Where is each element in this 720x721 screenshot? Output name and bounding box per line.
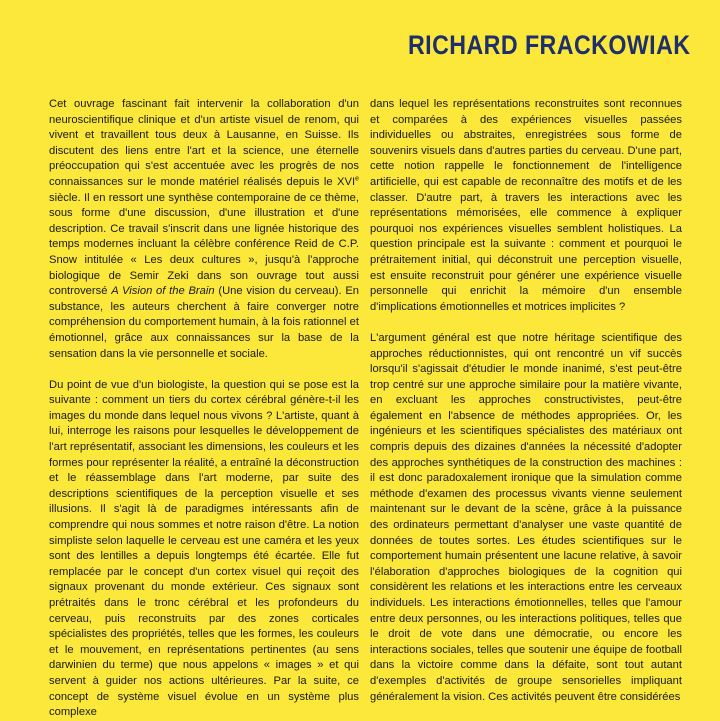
right-column [370,97,682,705]
left-column [49,97,359,721]
text-span: (Une vision du cerveau). En substance, les auteurs cherchent à faire converger notre compréhension du comportement humain, à la fois rationnel et émotionnel, grâce aux connaissances sur la base de la sensation dans la vie personnelle et sociale. [49,285,360,360]
text-span: siècle. Il en ressort une synthèse contemporaine de ce thème, sous forme d'une discussion, d'une illustration et d'une description. Ce travail s'inscrit dans une lignée historique des temps modernes incluant la célèbre conférence Reid de C.P. Snow intitulée « Les deux cultures », jusqu'à l'approche biologique de Semir Zeki dans son ouvrage tout aussi controversé [49,191,359,298]
text-span: Cet ouvrage fascinant fait intervenir la collaboration d'un neuroscientifique clinique et d'un artiste visuel de renom, qui vivent et travaillent tous deux à Lausanne, en Suisse. Ils discutent des liens entre l'art et la science, une éternelle préoccupation qui s'est accentuée avec les progrès de nos connaissances sur le monde matériel réalisés depuis le XVI [49,98,359,188]
paragraph: L'argument général est que notre héritage scientifique des approches réductionnistes, qui ont rencontré un vif succès lorsqu'il s'agissait d'étudier le monde inanimé, s'est peut-être trop centré sur une approche similaire pour la matière vivante, en excluant les approches constructivistes, peut-être également en l'absence de méthodes appropriées. Or, les ingénieurs et les scientifiques spécialistes des matériaux ont compris depuis des dizaines d'années la nécessité d'adopter des approches synthétiques de la construction des machines : il est donc paradoxalement ironique que la simulation comme méthode d'examen des processus vivants vienne seulement maintenant sur le devant de la scène, grâce à la puissance des ordinateurs permettant d'analyser une vaste quantité de données de toutes sortes. Les études scientifiques sur le comportement humain présentent une lacune relative, à savoir l'élaboration d'approches biologiques de la cognition qui considèrent les relations et les interactions entre les cerveaux individuels. Les interactions émotionnelles, telles que l'amour entre deux personnes, ou les interactions politiques, telles que le droit de vote dans une démocratie, ou encore les interactions sociales, telles que soutenir une équipe de football dans la victoire comme dans la défaite, sont tout autant d'exemples d'activités de groupe sensorielles impliquant généralement la vision. Ces activités peuvent être considérées [370,331,682,703]
paragraph: Du point de vue d'un biologiste, la question qui se pose est la suivante : comment un tiers du cortex cérébral génère-t-il les images du monde dans lequel nous vivons ? L'artiste, quant à lui, interroge les raisons pour lesquelles le développement de l'art représentatif, associant les dimensions, les couleurs et les formes pour représenter la réalité, a entraîné la déconstruction et le réassemblage dans l'art moderne, par suite des descriptions scientifiques de la perception visuelle et ses illusions. Il s'agit là de paradigmes intéressants afin de comprendre qui nous sommes et notre raison d'être. La notion simpliste selon laquelle le cerveau est une caméra et les yeux sont des lentilles a depuis longtemps été écartée. Elle fut remplacée par le concept d'un cortex visuel qui reçoit des signaux provenant du monde extérieur. Ces signaux sont prétraités dans le tronc cérébral et les profondeurs du cerveau, puis reconstruits par des zones corticales spécialistes des propriétés, telles que les formes, les couleurs et le mouvement, en représentations pertinentes (au sens darwinien du terme) que nous appelons « images » et qui servent à guider nos actions ultérieures. Par la suite, ce concept de système visuel évolue en un système plus complexe [49,378,359,719]
book-title: A Vision of the Brain [111,285,215,298]
paragraph [49,97,359,362]
author-name: RICHARD FRACKOWIAK [407,30,690,60]
paragraph: dans lequel les représentations reconstruites sont reconnues et comparées à des expériences visuelles passées individuelles ou abstraites, enregistrées sous forme de souvenirs visuels dans d'autres parties du cerveau. D'une part, cette notion rappelle le fonctionnement de l'intelligence artificielle, qui est capable de reconnaître des motifs et de les classer. D'autre part, à travers les interactions avec les représentations mémorisées, elle commence à expliquer pourquoi nos expériences visuelles semblent holistiques. La question principale est la suivante : comment et pourquoi le prétraitement initial, qui déconstruit une perception visuelle, est ensuite reconstruit pour générer une expérience visuelle personnelle qui enrichit la mémoire d'un ensemble d'implications émotionnelles et motrices implicites ? [370,98,682,313]
superscript: e [355,175,359,183]
